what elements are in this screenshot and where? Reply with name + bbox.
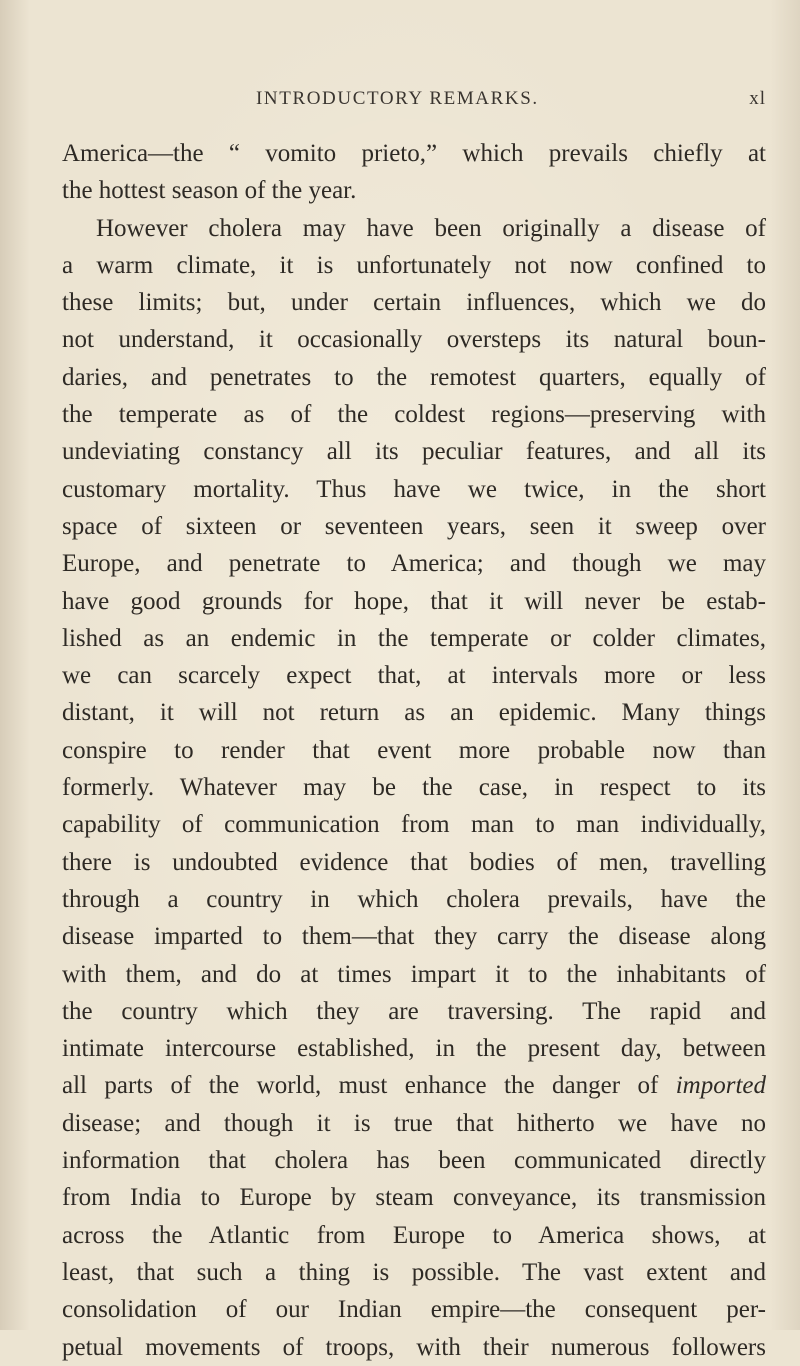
text-line: Europe, and penetrate to America; and though we may <box>62 550 766 578</box>
text-line: distant, it will not return as an epidemic. Many things <box>62 699 766 727</box>
text-line: However cholera may have been originally a disease of <box>96 214 766 242</box>
text-line: customary mortality. Thus have we twice, in the short <box>62 475 766 503</box>
text-line: information that cholera has been communicated directly <box>62 1147 766 1175</box>
text-line-with-italic <box>62 1067 766 1104</box>
text-line: with them, and do at times impart it to the inhabitants of <box>62 960 766 988</box>
italic-word: imported <box>675 1072 766 1100</box>
text-line: consolidation of our Indian empire—the consequent per- <box>62 1296 766 1324</box>
text-line: intimate intercourse established, in the present day, between <box>62 1035 766 1063</box>
running-title: INTRODUCTORY REMARKS. <box>256 88 539 109</box>
text-line: across the Atlantic from Europe to America shows, at <box>62 1221 766 1249</box>
text-line: from India to Europe by steam conveyance, its transmission <box>62 1184 766 1212</box>
text-line: America—the “ vomito prieto,” which prevails chiefly at <box>62 140 766 167</box>
text-line: lished as an endemic in the temperate or colder climates, <box>62 624 766 652</box>
text-line: undeviating constancy all its peculiar features, and all its <box>62 438 766 466</box>
text-line: petual movements of troops, with their numerous followers <box>62 1333 766 1361</box>
text-line: the country which they are traversing. The rapid and <box>62 997 766 1025</box>
text-line: these limits; but, under certain influences, which we do <box>62 289 766 317</box>
text-line: not understand, it occasionally oversteps its natural boun- <box>62 326 766 354</box>
text-line: we can scarcely expect that, at intervals more or less <box>62 662 766 690</box>
text-line: capability of communication from man to man individually, <box>62 811 766 839</box>
text-line: formerly. Whatever may be the case, in respect to its <box>62 774 766 802</box>
body-text <box>62 135 766 1366</box>
text-line: disease; and though it is true that hitherto we have no <box>62 1109 766 1137</box>
text-line: through a country in which cholera prevails, have the <box>62 885 766 913</box>
text-line: a warm climate, it is unfortunately not now confined to <box>62 251 766 279</box>
text-line: have good grounds for hope, that it will never be estab- <box>62 587 766 615</box>
line-text: all parts of the world, must enhance the danger of <box>62 1072 676 1100</box>
page-number: xl <box>749 88 766 109</box>
text-line: conspire to render that event more probable now than <box>62 736 766 764</box>
text-line: the temperate as of the coldest regions—preserving with <box>62 401 766 429</box>
text-line: the hottest season of the year. <box>62 177 357 205</box>
running-head <box>250 82 766 112</box>
text-line: daries, and penetrates to the remotest quarters, equally of <box>62 363 766 391</box>
text-line: there is undoubted evidence that bodies of men, travelling <box>62 848 766 876</box>
text-line: space of sixteen or seventeen years, seen it sweep over <box>62 512 766 540</box>
text-line: least, that such a thing is possible. The vast extent and <box>62 1258 766 1286</box>
text-line: disease imparted to them—that they carry the disease along <box>62 923 766 951</box>
